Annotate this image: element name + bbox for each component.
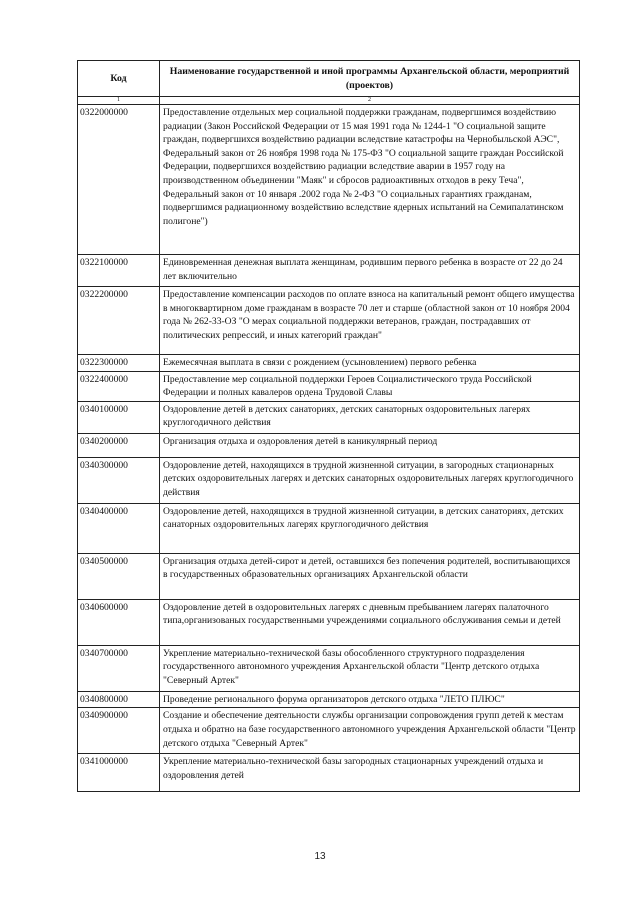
row-code: 0322300000 <box>78 355 160 372</box>
row-code: 0322200000 <box>78 287 160 355</box>
row-code: 0322100000 <box>78 255 160 287</box>
column-number-1: 1 <box>78 97 160 105</box>
row-name: Проведение регионального форума организаторов детского отдыха "ЛЕТО ПЛЮС" <box>160 691 580 708</box>
row-code: 0322400000 <box>78 371 160 401</box>
row-name: Оздоровление детей, находящихся в трудной жизненной ситуации, в загородных стационарных детских оздоровительных лагерях и детских санаторных оздоровительных лагерях круглогодичного действия <box>160 457 580 503</box>
row-code: 0340900000 <box>78 708 160 754</box>
table-row <box>78 255 580 287</box>
table-row <box>78 754 580 792</box>
row-name: Предоставление отдельных мер социальной поддержки гражданам, подвергшимся воздействию радиации (Закон Российской Федерации от 15 мая 1991 года № 1244-1 "О социальной защите граждан, подвергшихся воздействию радиации вследствие катастрофы на Чернобыльской АЭС", Федеральный закон от 26 ноября 1998 года № 175-ФЗ "О социальной защите граждан Российской Федерации, подвергшихся воздействию радиации вследствие аварии в 1957 году на производственном объединении "Маяк" и сбросов радиоактивных отходов в реку Теча", Федеральный закон от 10 января .2002 года № 2-ФЗ "О социальных гарантиях гражданам, подвергшимся радиационному воздействию вследствие ядерных испытаний на Семипалатинском полигоне") <box>160 105 580 255</box>
table-row <box>78 105 580 255</box>
row-code: 0340100000 <box>78 401 160 433</box>
table-row <box>78 355 580 372</box>
row-code: 0340600000 <box>78 599 160 645</box>
row-name: Единовременная денежная выплата женщинам, родившим первого ребенка в возрасте от 22 до 24 лет включительно <box>160 255 580 287</box>
row-name: Оздоровление детей в детских санаториях, детских санаторных оздоровительных лагерях круглогодичного действия <box>160 401 580 433</box>
row-code: 0340200000 <box>78 433 160 457</box>
table-row <box>78 371 580 401</box>
table-row <box>78 708 580 754</box>
table-header-row <box>78 61 580 97</box>
row-code: 0340700000 <box>78 645 160 691</box>
table-row <box>78 401 580 433</box>
table-row <box>78 457 580 503</box>
row-name: Укрепление материально-технической базы обособленного структурного подразделения государственного автономного учреждения Архангельской области "Центр детского отдыха "Северный Артек" <box>160 645 580 691</box>
row-name: Предоставление компенсации расходов по оплате взноса на капитальный ремонт общего имущества в многоквартирном доме гражданам в возрасте 70 лет и старше (областной закон от 10 ноября 2004 года № 262-33-ОЗ "О мерах социальной поддержки ветеранов, граждан, пострадавших от политических репрессий, и иных категорий граждан" <box>160 287 580 355</box>
row-code: 0341000000 <box>78 754 160 792</box>
document-page <box>77 60 579 792</box>
table-row <box>78 645 580 691</box>
table-row <box>78 691 580 708</box>
row-name: Организация отдыха и оздоровления детей в каникулярный период <box>160 433 580 457</box>
table-row <box>78 433 580 457</box>
column-number-row <box>78 97 580 105</box>
row-code: 0340500000 <box>78 553 160 599</box>
row-code: 0340800000 <box>78 691 160 708</box>
column-number-2: 2 <box>160 97 580 105</box>
row-name: Ежемесячная выплата в связи с рождением (усыновлением) первого ребенка <box>160 355 580 372</box>
row-name: Оздоровление детей в оздоровительных лагерях с дневным пребыванием лагерях палаточного типа,организованых государственными учреждениями социального обслуживания семьи и детей <box>160 599 580 645</box>
row-name: Создание и обеспечение деятельности службы организации сопровождения групп детей к местам отдыха и обратно на базе государственного автономного учреждения Архангельской области "Центр детского отдыха "Северный Артек" <box>160 708 580 754</box>
row-name: Организация отдыха детей-сирот и детей, оставшихся без попечения родителей, воспитывающихся в государственных образовательных организациях Архангельской области <box>160 553 580 599</box>
header-name: Наименование государственной и иной программы Архангельской области, мероприятий (проектов) <box>160 61 580 97</box>
table-row <box>78 503 580 553</box>
program-codes-table <box>77 60 580 792</box>
table-row <box>78 287 580 355</box>
row-name: Укрепление материально-технической базы загородных стационарных учреждений отдыха и оздоровления детей <box>160 754 580 792</box>
row-code: 0340400000 <box>78 503 160 553</box>
table-row <box>78 599 580 645</box>
row-name: Оздоровление детей, находящихся в трудной жизненной ситуации, в детских санаториях, детских санаторных оздоровительных лагерях круглогодичного действия <box>160 503 580 553</box>
row-name: Предоставление мер социальной поддержки Героев Социалистического труда Российской Федерации и полных кавалеров ордена Трудовой Славы <box>160 371 580 401</box>
row-code: 0322000000 <box>78 105 160 255</box>
table-row <box>78 553 580 599</box>
page-number: 13 <box>314 851 326 862</box>
row-code: 0340300000 <box>78 457 160 503</box>
header-code: Код <box>78 61 160 97</box>
